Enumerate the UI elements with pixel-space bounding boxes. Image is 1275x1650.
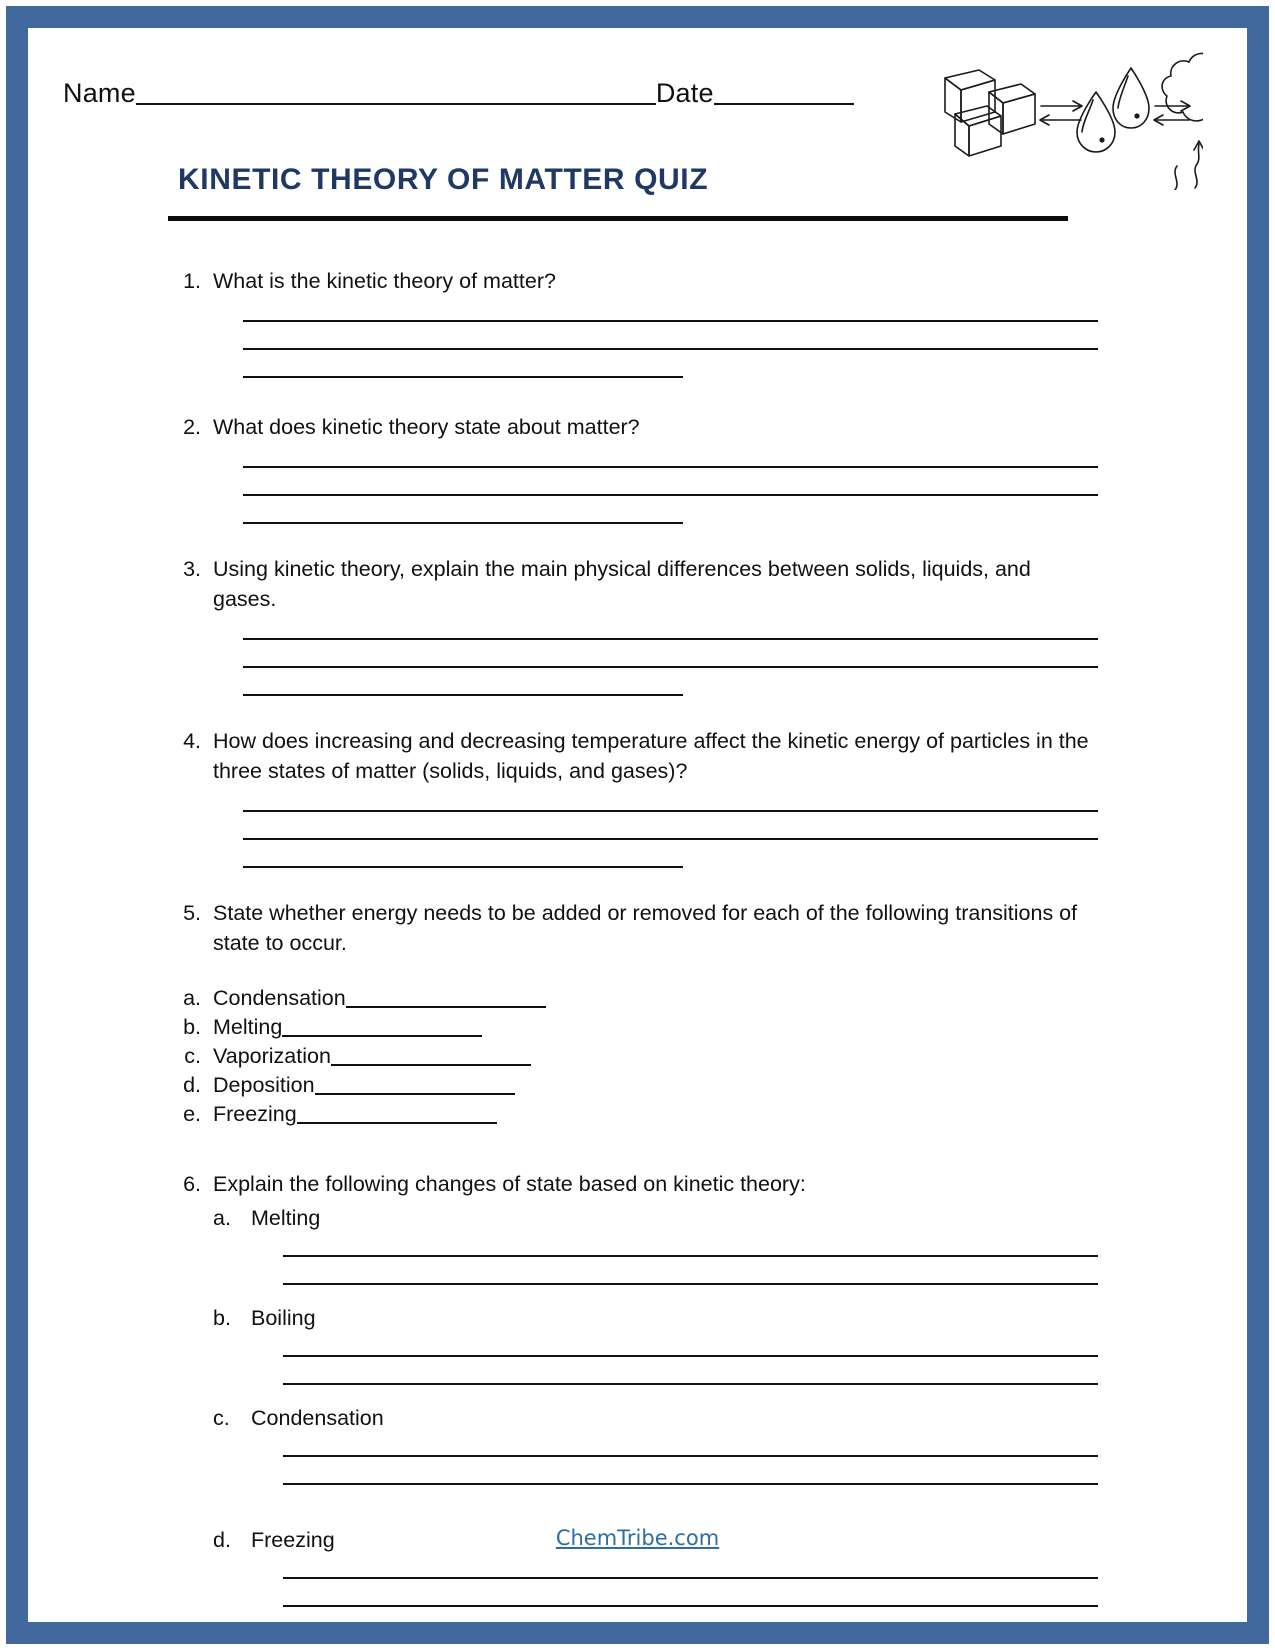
- question-2: [173, 378, 1193, 524]
- question-3: [173, 524, 1193, 696]
- name-label: Name: [63, 78, 136, 108]
- list-item-blank[interactable]: [282, 1034, 482, 1037]
- list-item: [173, 1013, 1193, 1042]
- answer-lines: [173, 302, 1193, 378]
- question-text: What is the kinetic theory of matter?: [213, 269, 556, 293]
- sub-item: [213, 1303, 1193, 1333]
- list-item-label: Freezing: [213, 1102, 297, 1126]
- list-item-label: Deposition: [213, 1073, 315, 1097]
- list-item-letter: e.: [183, 1102, 201, 1126]
- list-item-blank[interactable]: [331, 1063, 531, 1066]
- answer-lines: [173, 1341, 1193, 1385]
- question-text: What does kinetic theory state about matter?: [213, 415, 640, 439]
- ice-cubes-icon: [945, 70, 1035, 156]
- answer-lines: [173, 448, 1193, 524]
- question-number: 4.: [183, 729, 201, 753]
- list-item-label: Condensation: [213, 986, 346, 1010]
- question-1: [173, 266, 1193, 378]
- list-item-blank[interactable]: [346, 1005, 546, 1008]
- name-blank-field[interactable]: [136, 102, 656, 105]
- answer-lines: [173, 1563, 1193, 1607]
- list-item-letter: b.: [183, 1015, 201, 1039]
- list-item: [173, 984, 1193, 1013]
- list-item: [173, 1100, 1193, 1129]
- double-arrow-icon: [1154, 101, 1190, 125]
- list-item: [173, 1071, 1193, 1100]
- sub-item-label: Melting: [251, 1206, 321, 1230]
- sub-item-label: Boiling: [251, 1306, 316, 1330]
- double-arrow-icon: [1040, 101, 1082, 125]
- list-item-label: Vaporization: [213, 1044, 331, 1068]
- list-item-label: Melting: [213, 1015, 283, 1039]
- question-5: [173, 868, 1193, 1129]
- sub-item-letter: d.: [213, 1528, 231, 1552]
- question-number: 1.: [183, 269, 201, 293]
- sub-item-letter: b.: [213, 1306, 231, 1330]
- list-item-letter: d.: [183, 1073, 201, 1097]
- question-number: 6.: [183, 1172, 201, 1196]
- answer-lines: [173, 792, 1193, 868]
- states-of-matter-diagram: [883, 40, 1203, 190]
- question-number: 3.: [183, 557, 201, 581]
- question-text: Using kinetic theory, explain the main physical differences between solids, liquids, and gases.: [213, 557, 1031, 611]
- questions-body: [173, 266, 1193, 1607]
- answer-lines: [173, 620, 1193, 696]
- date-label: Date: [655, 78, 714, 108]
- sub-item-label: Freezing: [251, 1528, 335, 1552]
- list-item-letter: a.: [183, 986, 201, 1010]
- list-item-blank[interactable]: [315, 1092, 515, 1095]
- worksheet-sheet: [28, 28, 1247, 1622]
- answer-lines: [173, 1441, 1193, 1485]
- date-blank-field[interactable]: [714, 102, 854, 105]
- water-droplets-icon: [1077, 68, 1149, 152]
- answer-line[interactable]: [283, 1605, 1098, 1607]
- question-text: Explain the following changes of state based on kinetic theory:: [213, 1172, 806, 1196]
- sub-item-label: Condensation: [251, 1406, 384, 1430]
- list-item-letter: c.: [184, 1044, 201, 1068]
- title-divider: [168, 216, 1068, 221]
- question-text: How does increasing and decreasing temperature affect the kinetic energy of particles in the three states of matter (solids, liquids, and gases)?: [213, 729, 1089, 783]
- question-4: [173, 696, 1193, 868]
- sub-item-letter: c.: [213, 1406, 230, 1430]
- answer-lines: [173, 1241, 1193, 1285]
- question-number: 2.: [183, 415, 201, 439]
- list-item: [173, 1042, 1193, 1071]
- question-text: State whether energy needs to be added or removed for each of the following transitions of state to occur.: [213, 901, 1078, 955]
- sub-item: [213, 1203, 1193, 1233]
- sub-item: [213, 1403, 1193, 1433]
- page-title: KINETIC THEORY OF MATTER QUIZ: [178, 163, 709, 196]
- chemtribe-link[interactable]: ChemTribe.com: [555, 1526, 720, 1550]
- footer: [28, 1526, 1247, 1550]
- question-number: 5.: [183, 901, 201, 925]
- q5-transition-list: [173, 984, 1193, 1129]
- page-border-frame: [6, 6, 1269, 1644]
- cloud-vapor-icon: [1162, 53, 1203, 190]
- sub-item-letter: a.: [213, 1206, 231, 1230]
- list-item-blank[interactable]: [297, 1121, 497, 1124]
